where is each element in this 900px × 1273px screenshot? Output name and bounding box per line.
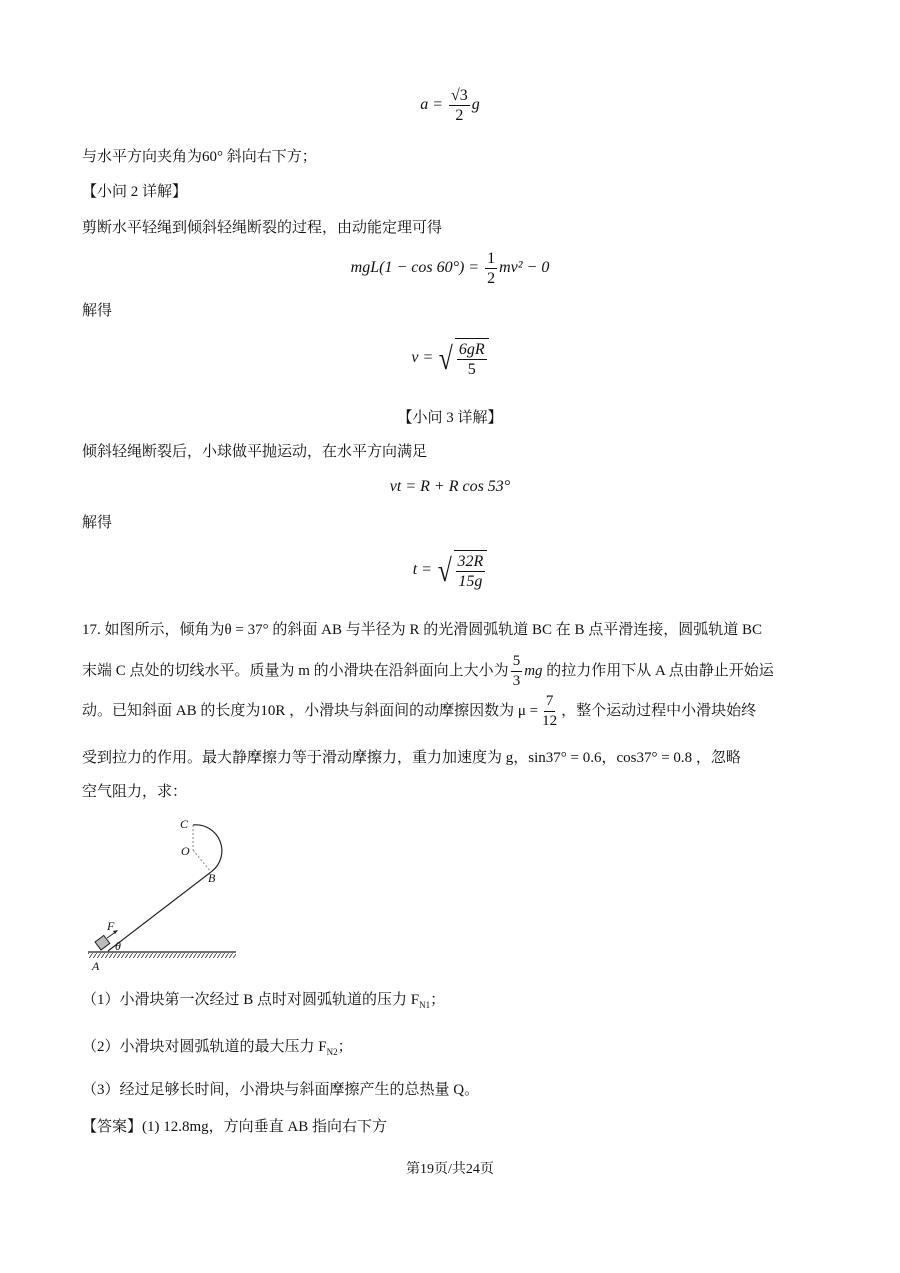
ground-hatch xyxy=(88,953,236,958)
text-line: 与水平方向夹角为60° 斜向右下方； xyxy=(82,149,317,165)
sub-header-2: 【小问 2 详解】 xyxy=(82,184,188,200)
text-line: 解得 xyxy=(82,515,113,531)
label-a: A xyxy=(92,959,100,973)
problem-line: 受到拉力的作用。最大静摩擦力等于滑动摩擦力，重力加速度为 g，sin37° = 0.6，cos37° = 0.8 ，忽略 xyxy=(82,750,741,766)
question-1: （1）小滑块第一次经过 B 点时对圆弧轨道的压力 $F_{N1}$； xyxy=(82,992,446,1010)
label-f: F xyxy=(107,919,115,933)
incline-arc-diagram xyxy=(80,810,250,980)
label-b: B xyxy=(208,871,216,885)
sub-header-3: 【小问 3 详解】 xyxy=(397,410,503,426)
arc-bc xyxy=(193,825,222,872)
label-theta: θ xyxy=(115,939,121,953)
question-3: （3）经过足够长时间，小滑块与斜面摩擦产生的总热量 Q。 xyxy=(82,1082,480,1098)
label-c: C xyxy=(180,817,189,831)
text-line: 剪断水平轻绳到倾斜轻绳断裂的过程，由动能定理可得 xyxy=(82,220,443,236)
page-footer: 第19页/共24页 xyxy=(406,1162,494,1177)
text-line: 倾斜轻绳断裂后，小球做平抛运动，在水平方向满足 xyxy=(82,444,428,460)
equation-v: v = √ $\frac{6gR}{5}$ xyxy=(0,338,900,379)
text-line: 解得 xyxy=(82,303,113,319)
label-o: O xyxy=(181,844,190,858)
equation-vt: vt = R + R cos 53° xyxy=(389,478,511,495)
equation-t: t = √ $\frac{32R}{15g}$ xyxy=(0,550,900,591)
problem-line: 末端 C 点处的切线水平。质量为 m 的小滑块在沿斜面向上大小为 $\frac{5}{3}$ mg 的拉力作用下从 A 点由静止开始运 xyxy=(82,653,774,689)
question-2: （2）小滑块对圆弧轨道的最大压力 $F_{N2}$； xyxy=(82,1039,353,1057)
equation-energy: mgL(1 − cos 60°) = $\frac{1}{2}$ mv² − 0 xyxy=(350,250,550,287)
answer: 【答案】(1) 12.8mg，方向垂直 AB 指向右下方 xyxy=(82,1119,387,1135)
incline-ab xyxy=(108,872,211,951)
equation-a: a = $\frac{√3}{2}$ g xyxy=(420,87,480,124)
problem-line: 动。已知斜面 AB 的长度为10R ，小滑块与斜面间的动摩擦因数为 μ = $\frac{7}{12}$ ，整个运动过程中小滑块始终 xyxy=(82,693,757,729)
problem-line: 空气阻力，求： xyxy=(82,784,188,800)
radius-ob xyxy=(193,850,211,872)
problem-line: 17. 如图所示，倾角为θ = 37° 的斜面 AB 与半径为 R 的光滑圆弧轨道 BC 在 B 点平滑连接，圆弧轨道 BC xyxy=(82,622,763,638)
